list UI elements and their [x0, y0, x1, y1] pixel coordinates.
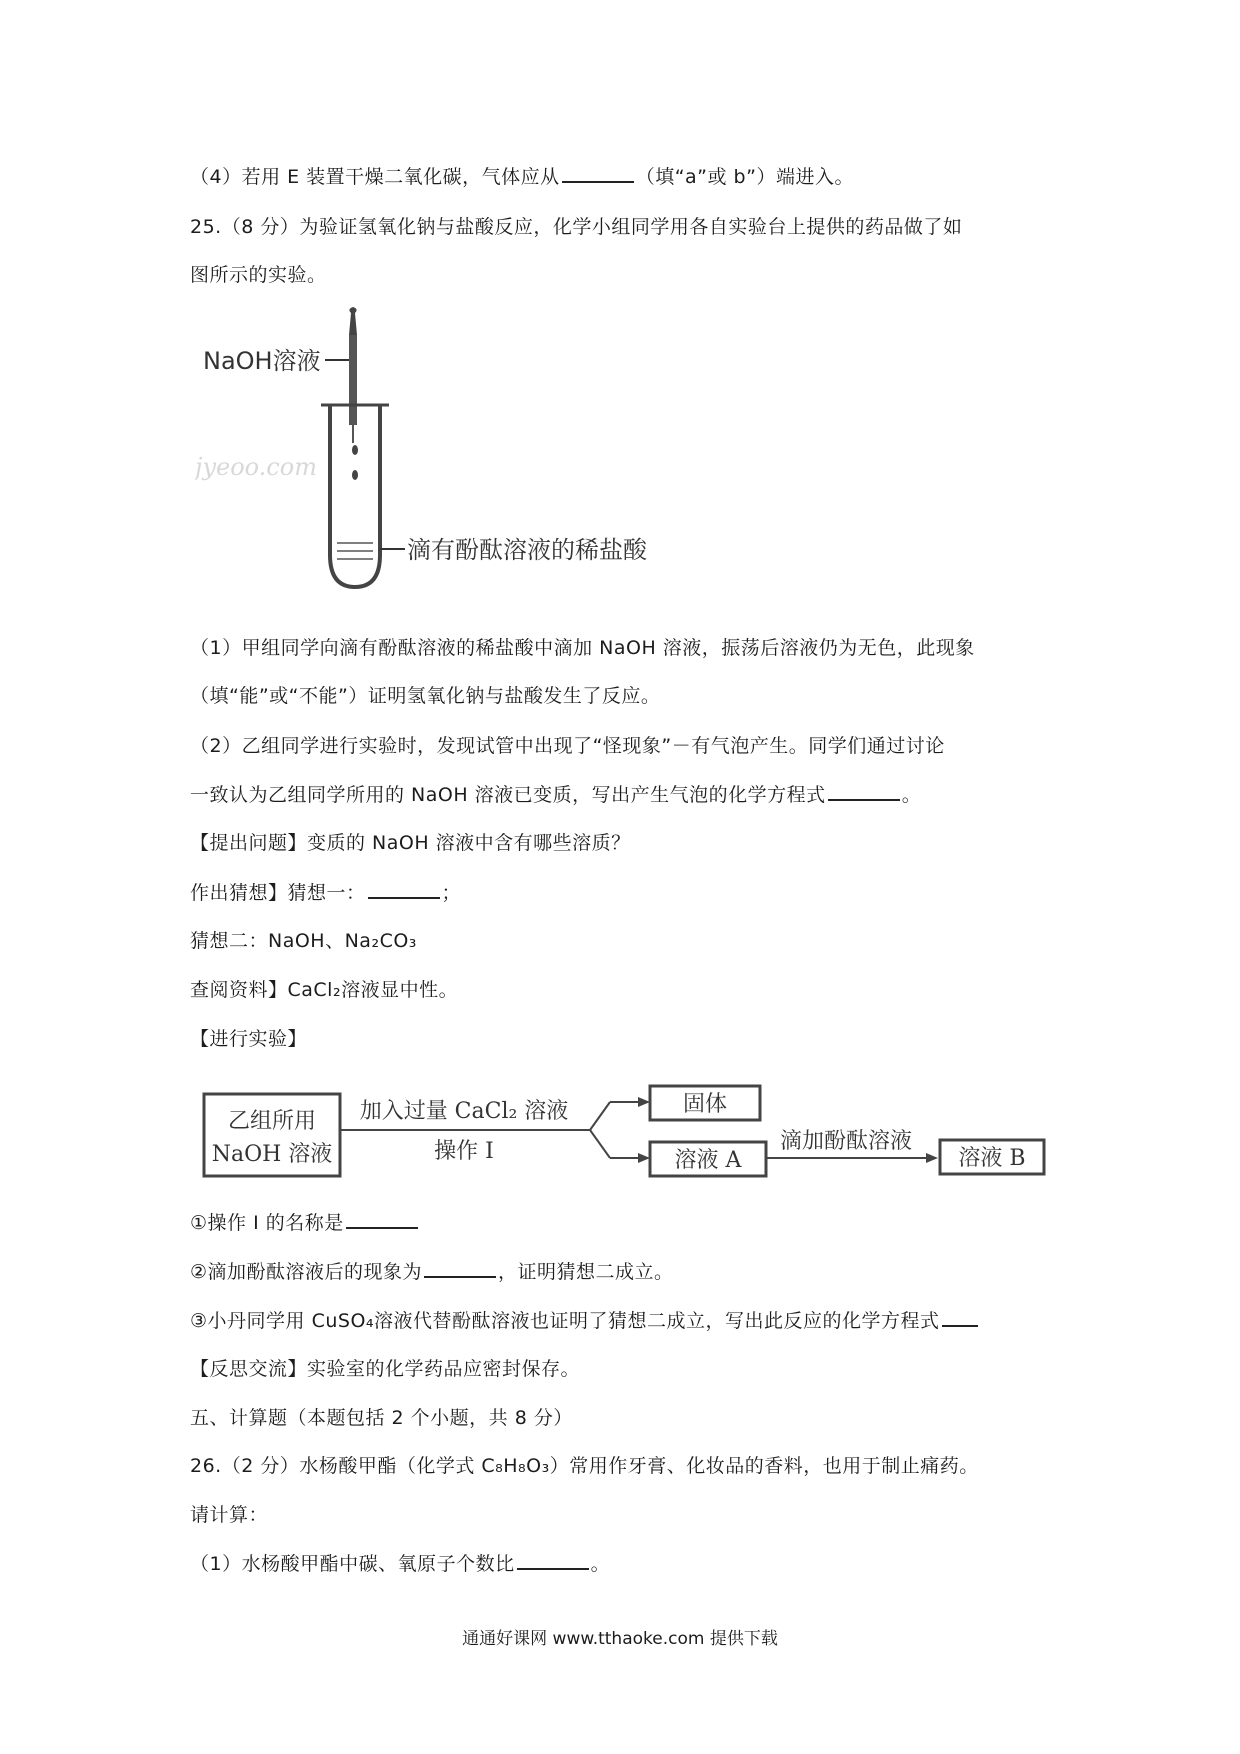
q25-3-1-text: ①操作 I 的名称是	[190, 1212, 344, 1234]
q25-3-2-text-b: ，证明猜想二成立。	[498, 1261, 674, 1283]
dropper-tube	[349, 335, 357, 425]
raise-question: 【提出问题】变质的 NaOH 溶液中含有哪些溶质？	[190, 832, 631, 854]
hypothesis-one	[190, 878, 461, 905]
test-tube-figure	[195, 305, 735, 605]
q25-2-text-b: 。	[901, 784, 922, 806]
answer-blank	[562, 180, 634, 183]
solid-label: 固体	[682, 1092, 728, 1117]
section-five-heading: 五、计算题（本题包括 2 个小题，共 8 分）	[190, 1407, 573, 1429]
reflection: 【反思交流】实验室的化学药品应密封保存。	[190, 1358, 581, 1380]
answer-blank	[368, 896, 440, 899]
start-box-line1: 乙组所用	[227, 1109, 317, 1134]
conduct-experiment: 【进行实验】	[190, 1028, 308, 1050]
solution-b-label: 溶液 B	[958, 1146, 1026, 1171]
q25-2-text-a: 一致认为乙组同学所用的 NaOH 溶液已变质，写出产生气泡的化学方程式	[190, 784, 826, 806]
answer-blank	[517, 1567, 589, 1570]
experiment-flowchart	[190, 1078, 1070, 1190]
q26-1-text-b: 。	[590, 1553, 611, 1575]
question-25-2-a: （2）乙组同学进行实验时，发现试管中出现了“怪现象”－有气泡产生。同学们通过讨论	[190, 735, 945, 757]
dropper-bulb	[349, 307, 357, 335]
droplet	[352, 470, 358, 480]
question-25-stem-1: 25.（8 分）为验证氢氧化钠与盐酸反应，化学小组同学用各自实验台上提供的药品做了如	[190, 216, 963, 238]
question-25-1-a: （1）甲组同学向滴有酚酞溶液的稀盐酸中滴加 NaOH 溶液，振荡后溶液仍为无色，此现象	[190, 637, 975, 659]
answer-blank	[942, 1324, 978, 1327]
hypothesis-one-end: ；	[441, 882, 462, 904]
consult-materials: 查阅资料】CaCl₂溶液显中性。	[190, 979, 459, 1001]
q24-4-text-b: （填“a”或 b”）端进入。	[635, 166, 854, 188]
question-26-stem: 26.（2 分）水杨酸甲酯（化学式 C₈H₈O₃）常用作牙膏、化妆品的香料，也用于制止痛药。	[190, 1455, 979, 1477]
droplet	[352, 445, 358, 455]
question-25-3-3	[190, 1306, 980, 1333]
hypothesis-one-text: 作出猜想】猜想一：	[190, 882, 366, 904]
q26-1-text-a: （1）水杨酸甲酯中碳、氧原子个数比	[190, 1553, 515, 1575]
answer-blank	[424, 1275, 496, 1278]
q25-3-3-text: ③小丹同学用 CuSO₄溶液代替酚酞溶液也证明了猜想二成立，写出此反应的化学方程式	[190, 1310, 940, 1332]
q25-3-2-text-a: ②滴加酚酞溶液后的现象为	[190, 1261, 423, 1283]
watermark: jyeoo.com	[195, 453, 317, 481]
question-26-1	[190, 1549, 610, 1576]
hypothesis-two: 猜想二：NaOH、Na₂CO₃	[190, 930, 417, 952]
answer-blank	[828, 798, 900, 801]
question-26-calc: 请计算：	[190, 1504, 269, 1526]
answer-blank	[346, 1226, 418, 1229]
step2-label: 滴加酚酞溶液	[779, 1129, 913, 1154]
tube-label: 滴有酚酞溶液的稀盐酸	[407, 536, 647, 564]
solution-a-label: 溶液 A	[674, 1148, 742, 1173]
question-24-4	[190, 162, 854, 189]
question-25-1-b: （填“能”或“不能”）证明氢氧化钠与盐酸发生了反应。	[190, 685, 661, 707]
question-25-3-1	[190, 1208, 420, 1235]
start-box-line2: NaOH 溶液	[211, 1142, 333, 1167]
step1-below-label: 操作 I	[434, 1139, 494, 1164]
step1-above-label: 加入过量 CaCl₂ 溶液	[359, 1099, 569, 1124]
question-25-stem-2: 图所示的实验。	[190, 264, 327, 286]
q24-4-text-a: （4）若用 E 装置干燥二氧化碳，气体应从	[190, 166, 560, 188]
dropper-label: NaOH溶液	[203, 347, 321, 375]
question-25-2-b	[190, 780, 921, 807]
page-footer: 通通好课网 www.tthaoke.com 提供下载	[462, 1629, 778, 1649]
question-25-3-2	[190, 1257, 674, 1284]
